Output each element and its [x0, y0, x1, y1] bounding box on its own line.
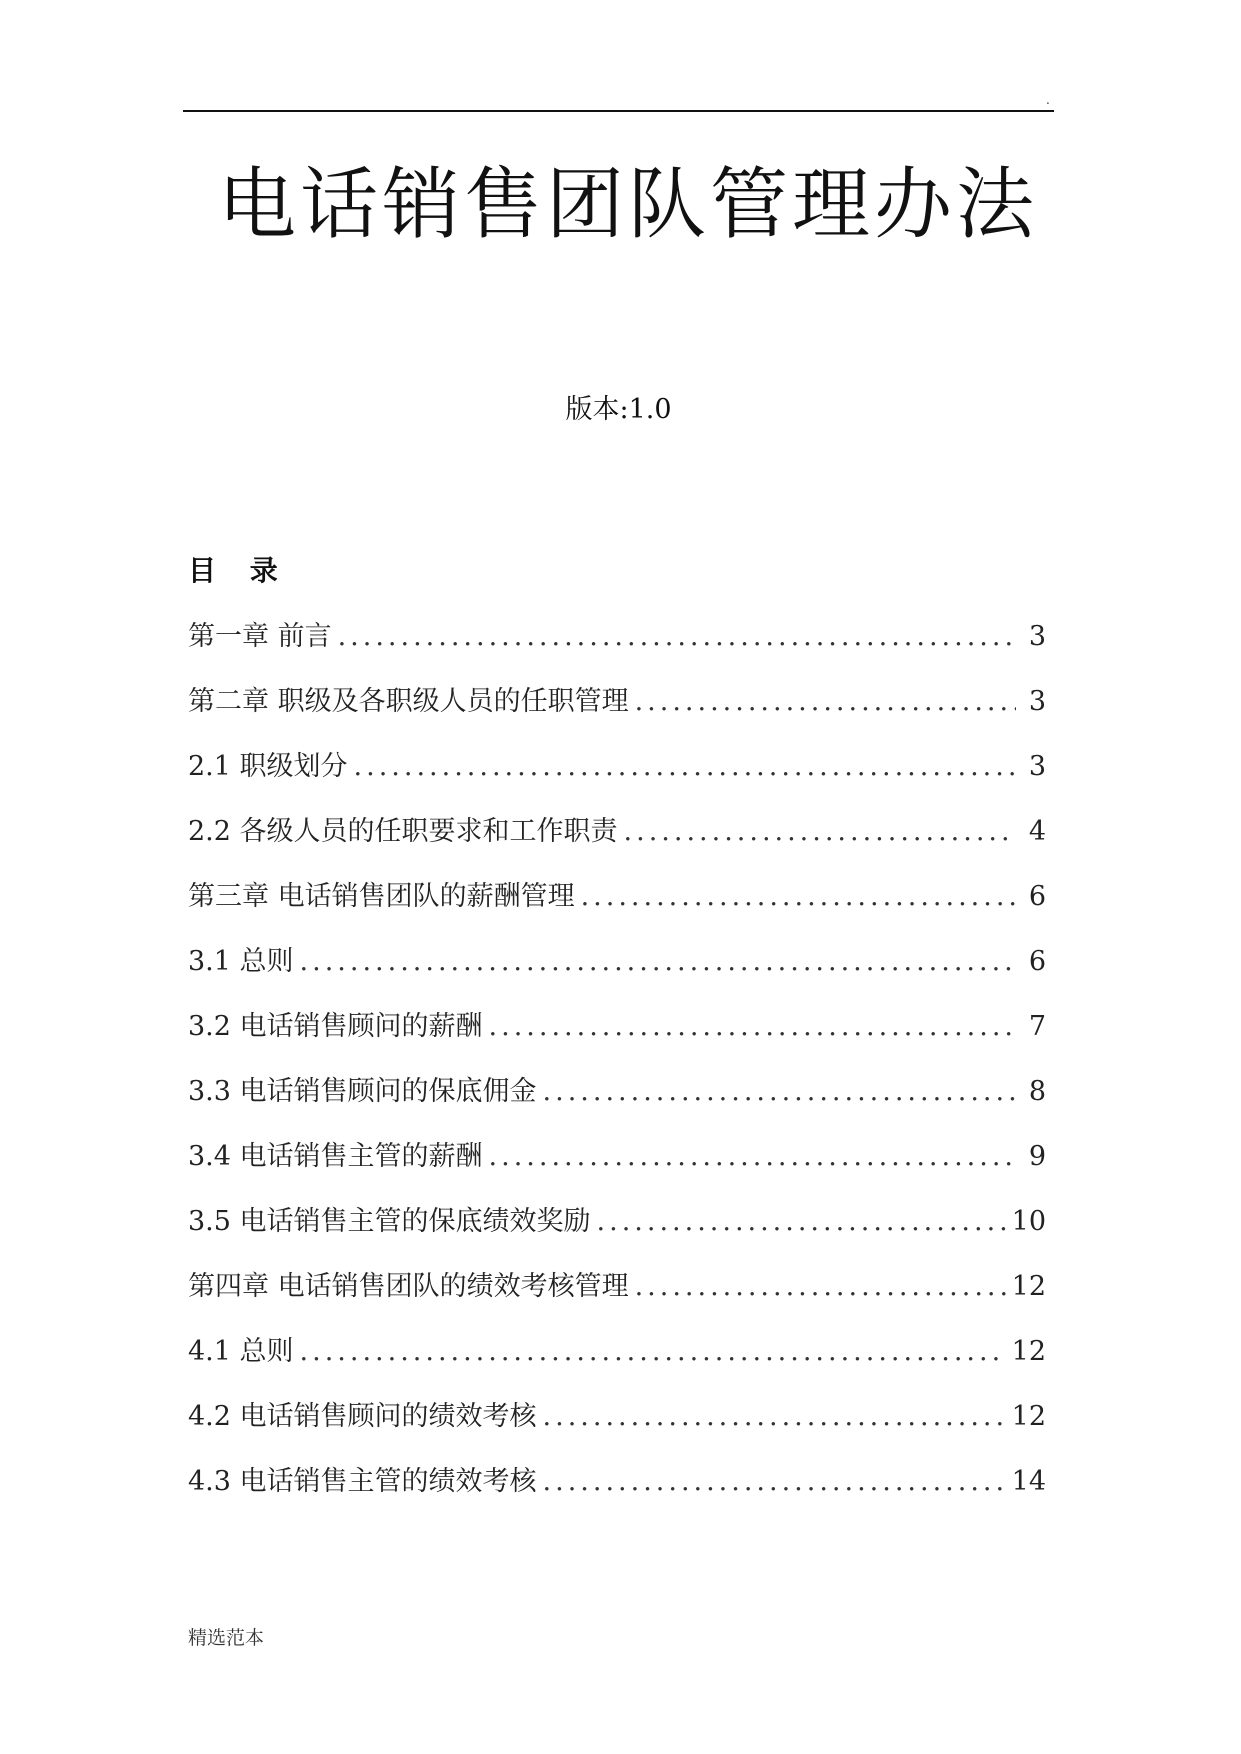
toc-entry-label: 3.4 电话销售主管的薪酬 [188, 1141, 483, 1172]
toc-entry-label: 第二章 职级及各职级人员的任职管理 [188, 686, 629, 717]
toc-entry[interactable] [188, 1462, 1046, 1527]
toc-entry-label: 4.2 电话销售顾问的绩效考核 [188, 1401, 537, 1432]
toc-entry[interactable] [188, 1267, 1046, 1332]
toc-entry[interactable] [188, 1202, 1046, 1267]
toc-leader-dots [624, 812, 1016, 852]
version-label: 版本:1.0 [565, 394, 672, 425]
toc-entry-label: 4.1 总则 [188, 1336, 294, 1367]
toc-entry-page: 12 [1011, 1271, 1046, 1302]
toc-entry[interactable] [188, 1137, 1046, 1202]
table-of-contents [188, 617, 1046, 1527]
toc-entry-page: 4 [1028, 816, 1046, 847]
toc-entry-label: 3.2 电话销售顾问的薪酬 [188, 1011, 483, 1042]
toc-leader-dots [635, 682, 1016, 722]
toc-entry-page: 6 [1028, 946, 1046, 977]
toc-entry[interactable] [188, 617, 1046, 682]
toc-leader-dots [635, 1267, 1006, 1307]
toc-entry-label: 2.1 职级划分 [188, 751, 348, 782]
toc-entry-label: 第一章 前言 [188, 621, 332, 652]
toc-entry-page: 12 [1011, 1336, 1046, 1367]
toc-entry[interactable] [188, 942, 1046, 1007]
toc-leader-dots [300, 1332, 1006, 1372]
toc-entry[interactable] [188, 1072, 1046, 1137]
toc-entry[interactable] [188, 747, 1046, 812]
toc-leader-dots [354, 747, 1016, 787]
toc-entry-label: 4.3 电话销售主管的绩效考核 [188, 1466, 537, 1497]
toc-entry-page: 14 [1011, 1466, 1046, 1497]
toc-heading: 目 录 [188, 554, 290, 587]
toc-entry-page: 3 [1028, 686, 1046, 717]
toc-entry-page: 9 [1028, 1141, 1046, 1172]
toc-entry-label: 3.5 电话销售主管的保底绩效奖励 [188, 1206, 591, 1237]
toc-entry-page: 3 [1028, 621, 1046, 652]
toc-entry-label: 第三章 电话销售团队的薪酬管理 [188, 881, 575, 912]
toc-leader-dots [300, 942, 1016, 982]
toc-entry-page: 6 [1028, 881, 1046, 912]
toc-entry-page: 7 [1028, 1011, 1046, 1042]
toc-entry[interactable] [188, 1397, 1046, 1462]
toc-entry-page: 12 [1011, 1401, 1046, 1432]
toc-leader-dots [489, 1007, 1016, 1047]
toc-entry[interactable] [188, 1332, 1046, 1397]
toc-leader-dots [543, 1072, 1016, 1112]
toc-entry-label: 第四章 电话销售团队的绩效考核管理 [188, 1271, 629, 1302]
toc-entry-label: 3.1 总则 [188, 946, 294, 977]
toc-entry-label: 2.2 各级人员的任职要求和工作职责 [188, 816, 618, 847]
header-rule [183, 110, 1054, 112]
toc-entry[interactable] [188, 1007, 1046, 1072]
toc-leader-dots [543, 1462, 1006, 1502]
toc-entry[interactable] [188, 682, 1046, 747]
toc-entry[interactable] [188, 877, 1046, 942]
toc-leader-dots [581, 877, 1016, 917]
header-mark: . [1046, 93, 1050, 107]
toc-entry-label: 3.3 电话销售顾问的保底佣金 [188, 1076, 537, 1107]
toc-leader-dots [489, 1137, 1016, 1177]
toc-entry[interactable] [188, 812, 1046, 877]
toc-entry-page: 3 [1028, 751, 1046, 782]
toc-leader-dots [543, 1397, 1006, 1437]
toc-leader-dots [597, 1202, 1006, 1242]
toc-leader-dots [338, 617, 1016, 657]
toc-entry-page: 10 [1011, 1206, 1046, 1237]
toc-entry-page: 8 [1028, 1076, 1046, 1107]
footer-text: 精选范本 [188, 1627, 265, 1649]
document-title: 电话销售团队管理办法 [218, 160, 1039, 250]
